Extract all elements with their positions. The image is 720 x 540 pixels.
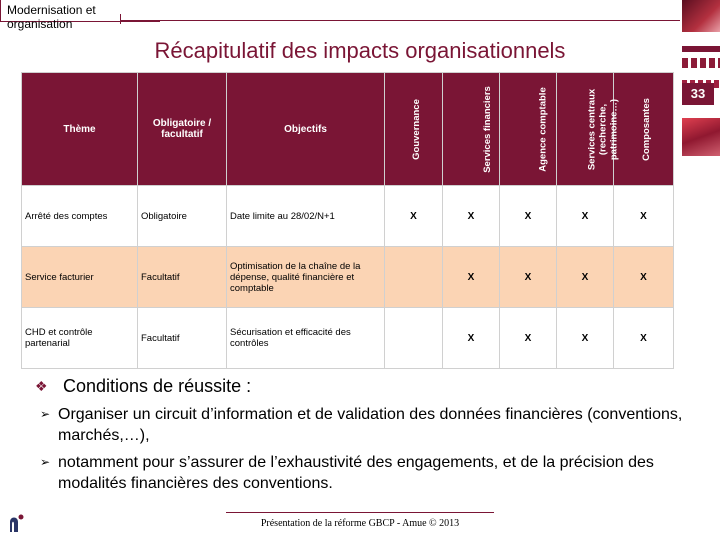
footer-divider — [226, 512, 494, 513]
cell-composantes: X — [614, 308, 674, 369]
column-header: Agence comptable — [500, 73, 557, 186]
cell-gouvernance — [385, 308, 443, 369]
cell-composantes: X — [614, 186, 674, 247]
header-divider — [120, 20, 680, 21]
impacts-table — [21, 72, 674, 369]
condition-item-text: Organiser un circuit d’information et de validation des données financières (conventions, marchés,…), — [58, 406, 683, 444]
table-row — [22, 247, 674, 308]
cell-agence: X — [500, 308, 557, 369]
page-title: Récapitulatif des impacts organisationnels — [154, 38, 566, 63]
cell-agence: X — [500, 247, 557, 308]
column-header: Thème — [22, 73, 138, 186]
condition-item — [40, 404, 688, 446]
arrow-bullet-icon: ➢ — [40, 407, 51, 421]
cell-centraux: X — [557, 308, 614, 369]
cell-type: Facultatif — [138, 308, 227, 369]
cell-financiers: X — [443, 186, 500, 247]
cell-gouvernance — [385, 247, 443, 308]
column-header: Obligatoire / facultatif — [138, 73, 227, 186]
arrow-bullet-icon: ➢ — [40, 455, 51, 469]
cell-financiers: X — [443, 308, 500, 369]
cell-objectif: Sécurisation et efficacité des contrôles — [227, 308, 385, 369]
column-header: Objectifs — [227, 73, 385, 186]
page-number: 33 — [682, 83, 714, 105]
cell-agence: X — [500, 186, 557, 247]
column-header: Composantes — [614, 73, 674, 186]
column-header: Services financiers — [443, 73, 500, 186]
cell-theme: Service facturier — [22, 247, 138, 308]
conditions-heading: Conditions de réussite : — [63, 376, 252, 396]
decorative-image-strip — [682, 0, 720, 156]
column-header: Gouvernance — [385, 73, 443, 186]
diamond-bullet-icon: ❖ — [35, 378, 48, 394]
cell-centraux: X — [557, 247, 614, 308]
header-tick — [120, 14, 121, 24]
cell-centraux: X — [557, 186, 614, 247]
cell-objectif: Date limite au 28/02/N+1 — [227, 186, 385, 247]
condition-item-text: notamment pour s’assurer de l’exhaustivité des engagements, et de la précision des modalités financières des conventions. — [58, 454, 654, 492]
cell-theme: CHD et contrôle partenarial — [22, 308, 138, 369]
cell-objectif: Optimisation de la chaîne de la dépense, qualité financière et comptable — [227, 247, 385, 308]
condition-item — [40, 452, 688, 494]
table-header-row — [22, 73, 674, 186]
footer-text: Présentation de la réforme GBCP - Amue © 2013 — [260, 518, 460, 529]
cell-financiers: X — [443, 247, 500, 308]
section-label: Modernisation et organisation — [0, 0, 160, 22]
table-row — [22, 186, 674, 247]
cell-gouvernance: X — [385, 186, 443, 247]
cell-composantes: X — [614, 247, 674, 308]
table-row — [22, 308, 674, 369]
cell-type: Facultatif — [138, 247, 227, 308]
column-header: Services centraux (recherche, patrimoine…) — [557, 73, 614, 186]
cell-type: Obligatoire — [138, 186, 227, 247]
cell-theme: Arrêté des comptes — [22, 186, 138, 247]
